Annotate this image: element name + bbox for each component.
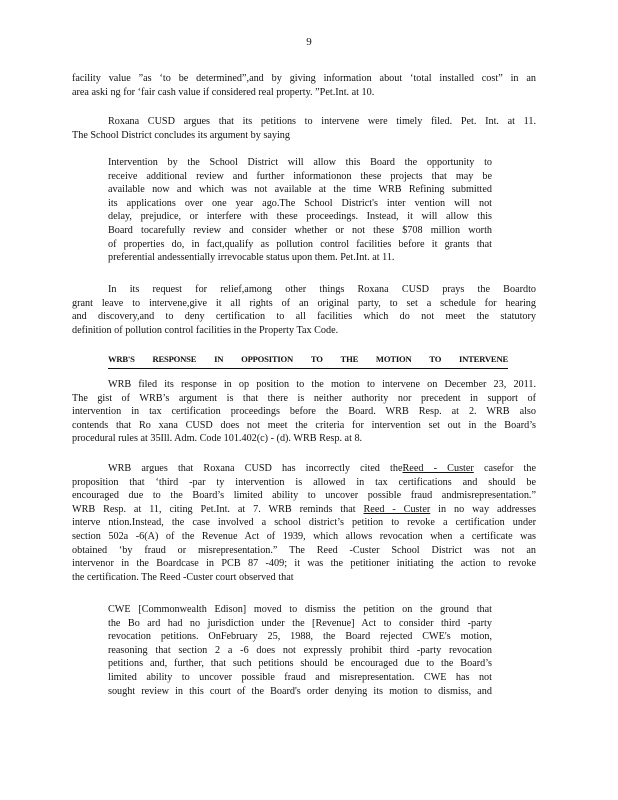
text-line: interve ntion.Instead, the case involved a school district’s petition to revoke a certification under <box>72 517 536 529</box>
case-citation: Reed - Custer <box>402 463 474 474</box>
heading-word: MOTION <box>375 354 412 364</box>
heading-word: OPPOSITION <box>241 354 294 364</box>
heading-word: IN <box>214 354 224 364</box>
block-quote-2 <box>108 603 492 698</box>
text-line: section 502a -6(A) of the Revenue Act of 1939, which allows revocation when a certificate was <box>72 530 536 542</box>
text-line: The School District concludes its argument by saying <box>72 129 290 141</box>
quote-line: delay, prejudice, or interfere with these proceedings. Instead, it will allow this <box>108 211 492 223</box>
paragraph-3 <box>72 283 536 337</box>
text-line: and discovery,and to deny certification to all facilities which do not meet the statutory <box>72 311 536 323</box>
block-quote-1 <box>108 156 492 265</box>
quote-line: of properties do, in fact,qualify as pollution control facilities before it grants that <box>108 238 492 250</box>
page-number: 9 <box>306 36 312 48</box>
text-line: The gist of WRB’s argument is that there is neither authority nor precedent in support of <box>72 392 536 404</box>
paragraph-4 <box>72 378 536 446</box>
text-line: facility value ”as ‘to be determined”,and by giving information about ‘total installed cost” in an <box>72 73 536 84</box>
text-line: the certification. The Reed -Custer court observed that <box>72 571 294 583</box>
heading-word: TO <box>429 354 442 364</box>
text-line: Roxana CUSD argues that its petitions to intervene were timely filed. Pet. Int. at 11. <box>108 116 536 127</box>
text-run: WRB argues that Roxana CUSD has incorrectly cited the <box>108 463 403 474</box>
text-line: encouraged due to the Board’s limited ability to uncover possible fraud andmisrepresentation.” <box>72 490 536 502</box>
text-run: casefor the <box>473 463 536 474</box>
text-line: area aski ng for ‘fair cash value if considered real property. ”Pet.Int. at 10. <box>72 86 375 98</box>
text-line: proposition that ‘third -par ty intervention is allowed in tax certifications and should be <box>72 476 536 488</box>
paragraph-1 <box>72 72 536 99</box>
quote-line: Board tocarefully review and consider whether or not these $708 million worth <box>108 224 492 236</box>
text-line: grant leave to intervene,give it all rights of an original party, to set a schedule for hearing <box>72 297 536 309</box>
quote-line: reasoning that section 2 a -6 does not expressly prohibit third -party revocation <box>108 644 492 656</box>
text-line: contends that Ro xana CUSD does not meet the criteria for intervention set out in the Board’s <box>72 419 536 431</box>
text-run: in no way addresses <box>430 503 536 515</box>
quote-line: revocation petitions. OnFebruary 25, 1988, the Board rejected CWE's motion, <box>108 631 492 643</box>
text-line: intervenor in the Boardcase in PCB 87 -409; it was the petitioner initiating the action to revoke <box>72 558 536 570</box>
quote-line: CWE [Commonwealth Edison] moved to dismiss the petition on the ground that <box>108 604 492 615</box>
text-line: In its request for relief,among other things Roxana CUSD prays the Boardto <box>108 284 536 295</box>
section-heading <box>108 353 508 369</box>
quote-line: receive additional review and further informationon these projects that may be <box>108 170 492 182</box>
text-line <box>72 503 536 517</box>
text-line: procedural rules at 35Ill. Adm. Code 101.402(c) - (d). WRB Resp. at 8. <box>72 433 363 445</box>
heading-word: INTERVENE <box>459 354 508 364</box>
text-line: intervention in tax certification proceedings before the Board. WRB Resp. at 2. WRB also <box>72 406 536 418</box>
quote-line: available now and which was not available at the time WRB Refining submitted <box>108 184 492 196</box>
case-citation: Reed - Custer <box>363 503 431 515</box>
heading-word: RESPONSE <box>152 354 197 364</box>
quote-line: the Bo ard had no jurisdiction under the [Revenue] Act to consider third -party <box>108 617 492 629</box>
text-line: definition of pollution control facilities in the Property Tax Code. <box>72 324 339 336</box>
heading-word: TO <box>310 354 323 364</box>
paragraph-2 <box>72 115 536 142</box>
quote-line: sought review in this court of the Board's order denying its motion to dismiss, and <box>108 685 492 697</box>
quote-line: preferential andessentially irrevocable status upon them. Pet.Int. at 11. <box>108 252 395 264</box>
text-line <box>72 462 536 476</box>
heading-word: WRB'S <box>108 354 135 364</box>
quote-line: petitions and, further, that such petitions should be encouraged due to the Board’s <box>108 658 492 670</box>
quote-line: Intervention by the School District will allow this Board the opportunity to <box>108 157 492 168</box>
heading-word: THE <box>340 354 359 364</box>
quote-line: its applications over one year ago.The School District's inter vention will not <box>108 197 492 209</box>
quote-line: limited ability to uncover possible fraud and misrepresentation. CWE has not <box>108 671 492 683</box>
text-run: WRB Resp. at 11, citing Pet.Int. at 7. WRB reminds that <box>72 503 364 515</box>
text-line: WRB filed its response in op position to the motion to intervene on December 23, 2011. <box>108 379 536 390</box>
paragraph-5 <box>72 462 536 584</box>
text-line: obtained ‘by fraud or misrepresentation.” The Reed -Custer School District was not an <box>72 544 536 556</box>
